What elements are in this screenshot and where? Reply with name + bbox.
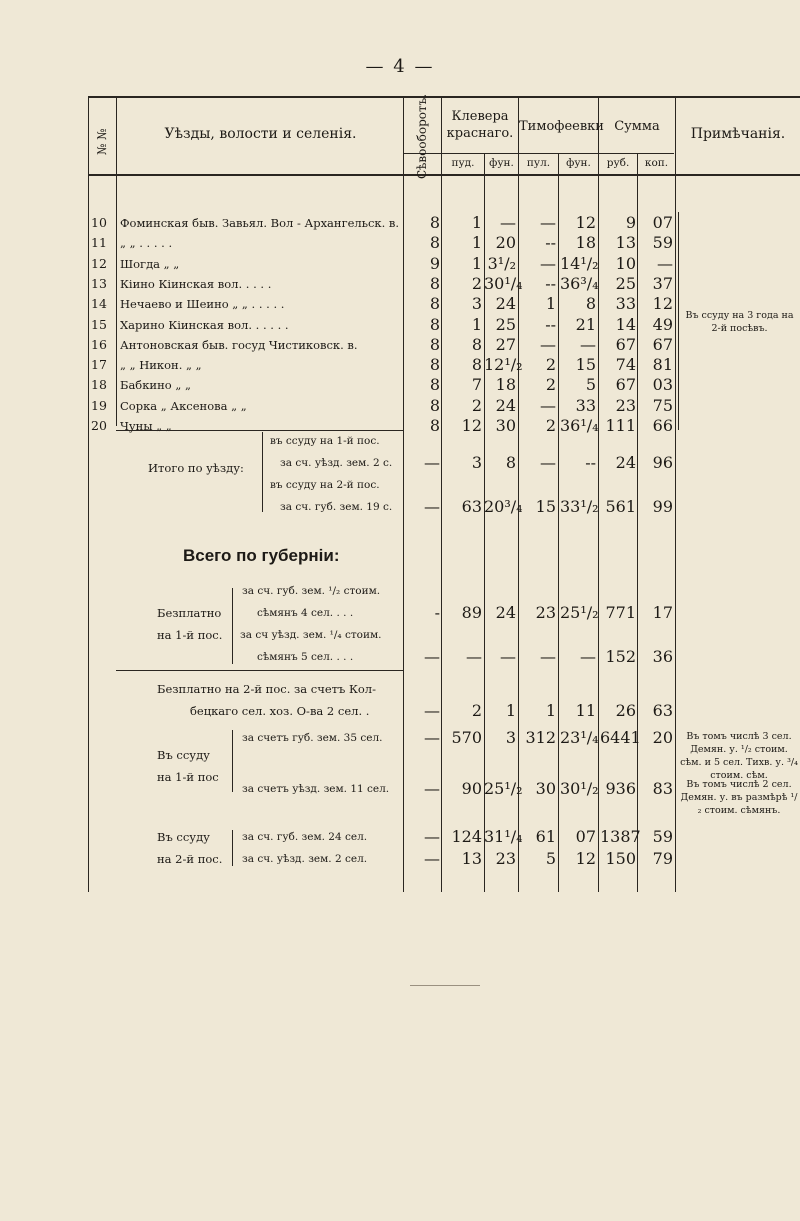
row-19-k: 75	[652, 395, 673, 415]
row-10-k: 07	[652, 213, 673, 232]
itogo-line4: за сч. губ. зем. 19 с.	[280, 501, 393, 513]
row-16-cf: 27	[495, 334, 516, 354]
row-13-tp: --	[545, 273, 556, 293]
row-18-tf: 5	[585, 375, 596, 395]
row-place-name: Бабкино „ „	[120, 378, 191, 393]
row-place-name: Кіино Кіинская вол. . . . .	[120, 276, 272, 291]
row-20-cf: 30	[495, 416, 516, 435]
row-10-r: 9	[625, 213, 636, 232]
row-10-tf: 12	[575, 213, 596, 232]
row-18-cf: 18	[495, 375, 516, 395]
itogo-r2-tf: 33¹/₂	[560, 497, 599, 516]
itogo-r2-tp: 15	[535, 497, 556, 516]
row-16-k: 67	[652, 334, 673, 354]
vsego-free1b-tp: —	[540, 647, 556, 666]
sub-pud-clover: пуд.	[451, 157, 475, 169]
row-16-r: 67	[615, 334, 636, 354]
vsego-free1b-cf: —	[500, 647, 516, 666]
vsego-loan1-gub-cp: 570	[451, 728, 482, 747]
row-20-tp: 2	[545, 416, 556, 435]
itogo-r1-k: 96	[652, 453, 673, 472]
row-number: 12	[91, 255, 107, 271]
vsego-loan1-uezd-s: —	[424, 779, 440, 798]
row-15-cp: 1	[471, 314, 482, 334]
row-11-r: 13	[615, 233, 636, 253]
row-14-tf: 8	[585, 294, 596, 314]
vsego-loan2-uezd-cp: 13	[461, 849, 482, 868]
row-number: 13	[91, 275, 107, 291]
itogo-r1-cp: 3	[471, 453, 482, 472]
vsego-free1-k: 17	[652, 603, 673, 622]
row-14-k: 12	[652, 294, 673, 314]
row-15-tf: 21	[575, 314, 596, 334]
vsego-free1b-tf: —	[580, 647, 596, 666]
row-13-k: 37	[652, 273, 673, 293]
header-villages: Сѣвооборотъ.	[415, 93, 429, 179]
row-13-r: 25	[615, 273, 636, 293]
vsego-free2-cf: 1	[505, 701, 516, 720]
vsego-loan1-uezd-cp: 90	[461, 779, 482, 798]
vsego-free2-r: 26	[615, 701, 636, 720]
col-line-sum-mid	[637, 153, 638, 892]
vsego-loan1-gub-cf: 3	[505, 728, 516, 747]
vsego-title: Всего по губерніи:	[183, 546, 340, 565]
sub-fun-clover: фун.	[489, 157, 514, 169]
row-place-name: „ „ Никон. „ „	[120, 358, 202, 373]
vsego-free1b-s: —	[424, 647, 440, 666]
itogo-line3: въ ссуду на 2-й пос.	[270, 479, 380, 491]
row-18-k: 03	[652, 375, 673, 395]
loan2-l1: за сч. губ. зем. 24 сел.	[242, 831, 368, 843]
row-19-cf: 24	[495, 395, 516, 415]
row-15-r: 14	[615, 314, 636, 334]
row-17-r: 74	[615, 355, 636, 375]
row-17-k: 81	[652, 355, 673, 375]
row-12-tp: —	[540, 253, 556, 273]
row-14-r: 33	[615, 294, 636, 314]
loan2-l2: за сч. уѣзд. зем. 2 сел.	[242, 853, 368, 865]
vsego-loan1-uezd-cf: 25¹/₂	[484, 779, 523, 798]
row-number: 19	[91, 397, 107, 413]
sub-fun-timothy: фун.	[566, 157, 591, 169]
vsego-free1b-k: 36	[652, 647, 673, 666]
vsego-free1-s: -	[434, 603, 440, 622]
vsego-free2-tf: 11	[575, 701, 596, 720]
row-number: 16	[91, 336, 107, 352]
row-place-name: Шогда „ „	[120, 256, 180, 271]
row-number: 15	[91, 316, 107, 332]
row-18-cp: 7	[471, 375, 482, 395]
vsego-loan1-gub-r: 6441	[600, 728, 641, 747]
table-top-rule	[88, 96, 800, 98]
note-rows-loan: Въ ссуду на 3 года на 2-й посѣвъ.	[685, 310, 794, 334]
vsego-loan2-uezd-cf: 23	[495, 849, 516, 868]
itogo-r1-r: 24	[615, 453, 636, 472]
vsego-loan2-uezd-s: —	[424, 849, 440, 868]
row-20-cp: 12	[461, 416, 482, 435]
page-number: — 4 —	[365, 56, 435, 77]
itogo-r2-cp: 63	[461, 497, 482, 516]
row-11-tp: --	[545, 233, 556, 253]
vsego-loan1-gub-s: —	[424, 728, 440, 747]
row-15-s: 8	[429, 314, 440, 334]
itogo-r1-s: —	[424, 453, 440, 472]
row-16-cp: 8	[471, 334, 482, 354]
free1-l4: сѣмянъ 5 сел. . . .	[257, 651, 354, 663]
vsego-loan1-uezd-tf: 30¹/₂	[560, 779, 599, 798]
vsego-loan1-uezd-k: 83	[652, 779, 673, 798]
row-place-name: „ „ . . . . .	[120, 236, 173, 251]
itogo-brace	[262, 432, 263, 512]
free2-top-rule	[116, 670, 403, 671]
note-brace	[678, 212, 679, 430]
row-18-r: 67	[615, 375, 636, 395]
vsego-loan2-uezd-tp: 5	[545, 849, 556, 868]
vsego-free2-cp: 2	[471, 701, 482, 720]
col-line-sum	[675, 96, 676, 892]
row-place-name: Антоновская быв. госуд Чистиковск. в.	[120, 337, 358, 352]
col-line-timothy	[598, 96, 599, 892]
itogo-r1-tf: --	[585, 453, 596, 472]
note-loan1-gub: Въ томъ числѣ 3 сел. Демян. у. ¹/₂ стоим. сѣм. и 5 сел. Тихв. у. ³/₄ стоим. сѣм.	[680, 731, 798, 781]
loan1-label-a: Въ ссуду	[157, 748, 210, 762]
row-13-cp: 2	[471, 273, 482, 293]
vsego-loan1-uezd-tp: 30	[535, 779, 556, 798]
free1-l2: сѣмянъ 4 сел. . . .	[257, 607, 354, 619]
row-19-s: 8	[429, 395, 440, 415]
row-14-tp: 1	[545, 294, 556, 314]
vsego-loan2-gub-s: —	[424, 827, 440, 846]
vsego-loan2-gub-tf: 07	[575, 827, 596, 846]
row-19-tp: —	[540, 395, 556, 415]
row-place-name: Харино Кіинская вол. . . . . .	[120, 317, 289, 332]
free2-l2: бецкаго сел. хоз. О-ва 2 сел. .	[190, 704, 370, 718]
header-num: № №	[95, 128, 109, 155]
loan1-label-b: на 1-й пос	[157, 770, 219, 784]
sub-rub: руб.	[606, 157, 630, 169]
row-12-k: —	[657, 253, 673, 273]
vsego-loan2-gub-tp: 61	[535, 827, 556, 846]
row-10-s: 8	[429, 213, 440, 232]
col-line-timothy-mid	[558, 153, 559, 892]
loan1-brace	[232, 730, 233, 792]
vsego-loan2-uezd-tf: 12	[575, 849, 596, 868]
col-line-left	[88, 96, 89, 892]
vsego-loan2-gub-cf: 31¹/₄	[484, 827, 523, 846]
row-12-tf: 14¹/₂	[560, 253, 599, 273]
vsego-free1-cp: 89	[461, 603, 482, 622]
subheader-rule	[403, 153, 674, 154]
row-number: 20	[91, 418, 107, 433]
itogo-r2-s: —	[424, 497, 440, 516]
vsego-loan1-uezd-r: 936	[605, 779, 636, 798]
col-line-num	[116, 96, 117, 426]
vsego-free1b-r: 152	[605, 647, 636, 666]
itogo-r2-k: 99	[652, 497, 673, 516]
sub-kop: коп.	[644, 157, 669, 169]
row-number: 14	[91, 296, 107, 312]
row-12-s: 9	[429, 253, 440, 273]
loan1-l1: за счетъ губ. зем. 35 сел.	[242, 732, 383, 744]
row-19-r: 23	[615, 395, 636, 415]
row-10-cp: 1	[471, 213, 482, 232]
header-timothy: Тимофеевки	[519, 119, 604, 134]
row-14-s: 8	[429, 294, 440, 314]
vsego-free2-tp: 1	[545, 701, 556, 720]
free2-l1: Безплатно на 2-й пос. за счетъ Кол-	[157, 682, 376, 696]
vsego-free1-tf: 25¹/₂	[560, 603, 599, 622]
row-12-cf: 3¹/₂	[487, 253, 516, 273]
row-20-r: 111	[605, 416, 636, 435]
vsego-loan1-gub-k: 20	[652, 728, 673, 747]
free1-l1: за сч. губ. зем. ¹/₂ стоим.	[242, 585, 381, 597]
row-number: 17	[91, 357, 107, 373]
row-17-tf: 15	[575, 355, 596, 375]
row-16-tf: —	[580, 334, 596, 354]
vsego-free1-r: 771	[605, 603, 636, 622]
row-15-tp: --	[545, 314, 556, 334]
vsego-free1-cf: 24	[495, 603, 516, 622]
row-18-s: 8	[429, 375, 440, 395]
row-11-cf: 20	[495, 233, 516, 253]
free1-label-a: Безплатно	[157, 606, 222, 620]
row-11-tf: 18	[575, 233, 596, 253]
row-11-cp: 1	[471, 233, 482, 253]
row-17-tp: 2	[545, 355, 556, 375]
row-place-name: Нечаево и Шеино „ „ . . . . .	[120, 297, 285, 312]
row-13-s: 8	[429, 273, 440, 293]
row-11-k: 59	[652, 233, 673, 253]
bottom-divider	[410, 985, 480, 986]
row-17-cf: 12¹/₂	[484, 355, 523, 375]
row-19-cp: 2	[471, 395, 482, 415]
row-13-cf: 30¹/₄	[484, 273, 523, 293]
itogo-r2-r: 561	[605, 497, 636, 516]
row-17-cp: 8	[471, 355, 482, 375]
row-14-cp: 3	[471, 294, 482, 314]
loan1-l2: за счетъ уѣзд. зем. 11 сел.	[242, 783, 390, 795]
row-10-tp: —	[540, 213, 556, 232]
row-19-tf: 33	[575, 395, 596, 415]
row-20-tf: 36¹/₄	[560, 416, 599, 435]
vsego-loan2-uezd-r: 150	[605, 849, 636, 868]
header-notes: Примѣчанія.	[690, 126, 786, 142]
free1-brace	[232, 588, 233, 664]
vsego-loan2-gub-k: 59	[652, 827, 673, 846]
row-20-k: 66	[652, 416, 673, 435]
row-16-s: 8	[429, 334, 440, 354]
vsego-loan1-gub-tf: 23¹/₄	[560, 728, 599, 747]
header-bottom-rule	[88, 174, 800, 176]
vsego-free2-k: 63	[652, 701, 673, 720]
row-16-tp: —	[540, 334, 556, 354]
itogo-r1-tp: —	[540, 453, 556, 472]
loan2-label-a: Въ ссуду	[157, 830, 210, 844]
note-loan1-uezd: Въ томъ числѣ 2 сел. Демян. у. въ размѣрѣ ¹/₂ стоим. сѣмянъ.	[680, 779, 798, 816]
vsego-loan2-gub-r: 1387	[600, 827, 641, 846]
vsego-loan1-gub-tp: 312	[525, 728, 556, 747]
itogo-r1-cf: 8	[505, 453, 516, 472]
loan2-label-b: на 2-й пос.	[157, 852, 223, 866]
header-clover: Клевера краснаго.	[446, 109, 514, 141]
row-15-cf: 25	[495, 314, 516, 334]
header-sum: Сумма	[614, 119, 660, 134]
row-place-name: Сорка „ Аксенова „ „	[120, 398, 247, 413]
vsego-loan2-gub-cp: 124	[451, 827, 482, 846]
itogo-line1: въ ссуду на 1-й пос.	[270, 435, 380, 447]
row-place-name: Фоминская быв. Завьял. Вол - Архангельск. в.	[120, 216, 400, 230]
row-15-k: 49	[652, 314, 673, 334]
row-18-tp: 2	[545, 375, 556, 395]
free1-l3: за сч уѣзд. зем. ¹/₄ стоим.	[240, 629, 382, 641]
vsego-free2-s: —	[424, 701, 440, 720]
itogo-r2-cf: 20³/₄	[484, 497, 523, 516]
row-12-r: 10	[615, 253, 636, 273]
vsego-loan2-uezd-k: 79	[652, 849, 673, 868]
row-13-tf: 36³/₄	[560, 273, 599, 293]
row-11-s: 8	[429, 233, 440, 253]
row-20-s: 8	[429, 416, 440, 435]
itogo-line2: за сч. уѣзд. зем. 2 с.	[280, 457, 393, 469]
itogo-label: Итого по уѣзду:	[148, 461, 244, 475]
row-number: 10	[91, 215, 107, 230]
row-10-cf: —	[500, 213, 516, 232]
loan2-brace	[232, 830, 233, 866]
col-line-clover	[518, 96, 519, 892]
row-number: 18	[91, 377, 107, 393]
header-district: Уѣзды, волости и селенія.	[164, 126, 357, 142]
vsego-free1b-cp: —	[466, 647, 482, 666]
row-14-cf: 24	[495, 294, 516, 314]
free1-label-b: на 1-й пос.	[157, 628, 223, 642]
row-number: 11	[91, 235, 107, 251]
sub-pud-timothy: пул.	[526, 157, 551, 169]
row-17-s: 8	[429, 355, 440, 375]
vsego-free1-tp: 23	[535, 603, 556, 622]
row-place-name: Чуны „ „	[120, 419, 172, 433]
row-12-cp: 1	[471, 253, 482, 273]
